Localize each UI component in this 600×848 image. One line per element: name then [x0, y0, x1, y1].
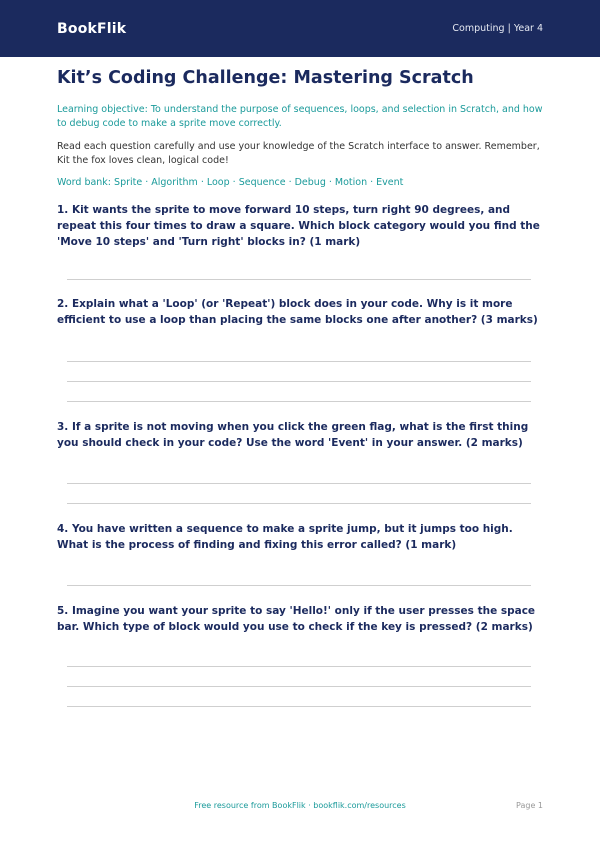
- answer-line[interactable]: [67, 381, 531, 382]
- answer-line[interactable]: [67, 503, 531, 504]
- answer-line[interactable]: [67, 686, 531, 687]
- page-title: Kit’s Coding Challenge: Mastering Scratch: [57, 68, 474, 88]
- question-5: 5. Imagine you want your sprite to say 'Hello!' only if the user presses the space bar. Which type of block would you use to check if the key is pressed? (2 marks): [57, 605, 536, 633]
- instructions: Read each question carefully and use your knowledge of the Scratch interface to answer. Remember, Kit the fox loves clean, logical code!: [57, 141, 540, 166]
- answer-line[interactable]: [67, 401, 531, 402]
- answer-line[interactable]: [67, 483, 531, 484]
- answer-line[interactable]: [67, 279, 531, 280]
- question-2: 2. Explain what a 'Loop' (or 'Repeat') block does in your code. Why is it more efficient to use a loop than placing the same blocks one after another? (3 marks): [57, 298, 538, 326]
- subject-year-label: Computing | Year 4: [452, 23, 543, 34]
- answer-line[interactable]: [67, 361, 531, 362]
- worksheet-intro: [57, 64, 543, 190]
- answer-line[interactable]: [67, 666, 531, 667]
- answer-line[interactable]: [67, 706, 531, 707]
- brand-logo: BookFlik: [57, 20, 127, 37]
- learning-objective: Learning objective: To understand the purpose of sequences, loops, and selection in Scratch, and how to debug code to make a sprite move correctly.: [57, 104, 543, 129]
- answer-line[interactable]: [67, 585, 531, 586]
- page-number: Page 1: [516, 801, 543, 810]
- question-4: 4. You have written a sequence to make a sprite jump, but it jumps too high. What is the process of finding and fixing this error called? (1 mark): [57, 523, 513, 551]
- question-1: 1. Kit wants the sprite to move forward 10 steps, turn right 90 degrees, and repeat this four times to draw a square. Which block category would you find the 'Move 10 steps' and 'Turn right' blocks in? (1 mark): [57, 204, 540, 248]
- footer-link[interactable]: Free resource from BookFlik · bookflik.com/resources: [194, 801, 406, 810]
- word-bank: Word bank: Sprite · Algorithm · Loop · Sequence · Debug · Motion · Event: [57, 177, 404, 188]
- header-bar: [0, 0, 600, 57]
- footer: [0, 801, 600, 815]
- question-3: 3. If a sprite is not moving when you click the green flag, what is the first thing you should check in your code? Use the word 'Event' in your answer. (2 marks): [57, 421, 529, 449]
